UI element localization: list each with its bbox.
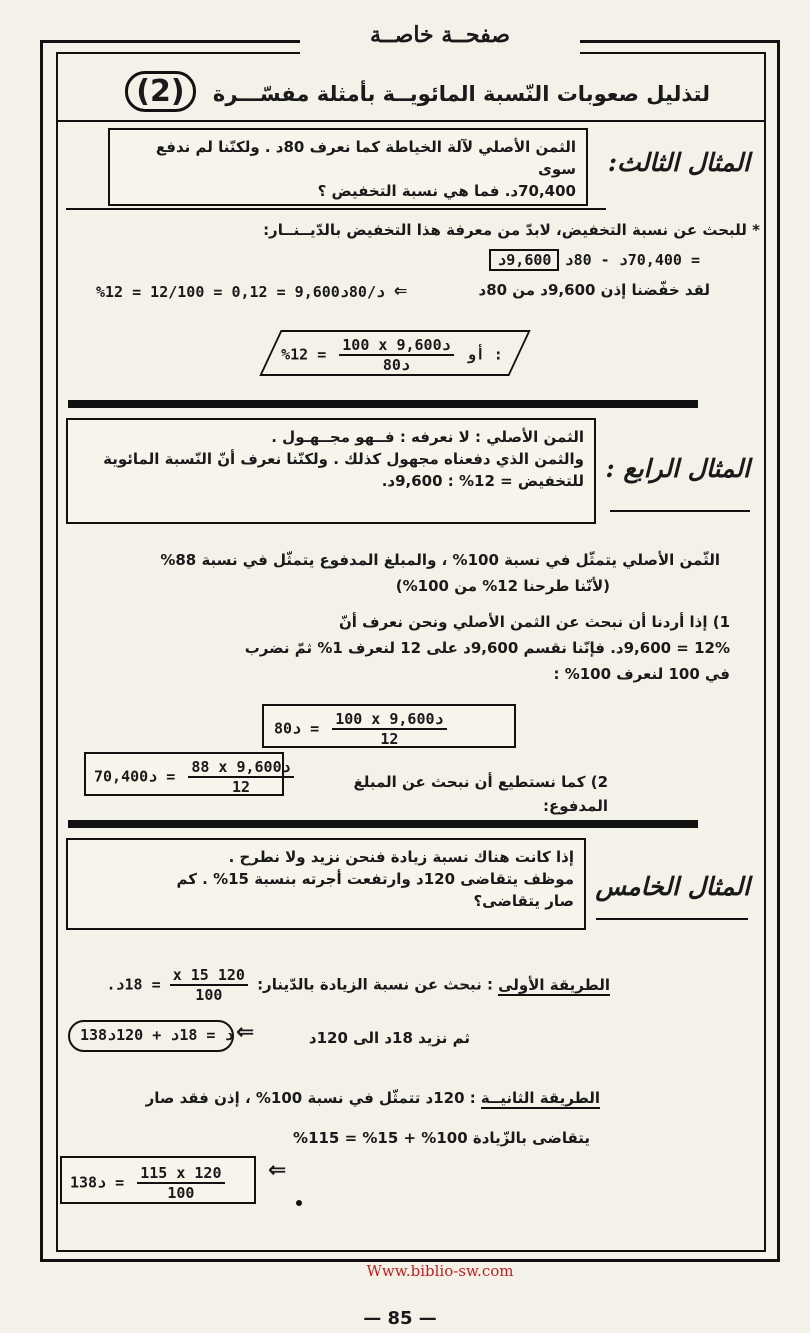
section-divider-1: [68, 400, 698, 408]
subtitle-text: لتذليل صعوبات النّسبة المائويــة بأمثلة مفسّـــرة: [212, 82, 710, 106]
example5-final-result: 138د: [70, 1173, 107, 1192]
example5-label-underline: [596, 918, 748, 920]
example4-result-box-2: 70,400د = $\frac{\text{88 x 9,600د}}{12}$: [84, 752, 284, 796]
website-link[interactable]: Www.biblio-sw.com: [366, 1262, 514, 1280]
example3-subtraction-row: [370, 250, 700, 276]
header-divider: [56, 120, 766, 122]
example4-label-underline: [610, 510, 750, 512]
example5-method2-row: [60, 1086, 600, 1110]
page-number: — 85 —: [363, 1308, 437, 1329]
example3-problem-box: [108, 128, 588, 206]
example5-line1: إذا كانت هناك نسبة زيادة فنحن نزيد ولا نطرح .: [228, 848, 574, 866]
example4-box2-result: 70,400د: [94, 767, 158, 786]
example4-para3: 1) إذا أردنا أن نبحث عن الثمن الأصلي ونحن نعرف أنّ: [339, 613, 730, 631]
example5-method1-row: [100, 966, 610, 1004]
left-arrow-icon: ⇐: [236, 1020, 255, 1045]
example3-formula2-result: %12: [281, 345, 309, 364]
page-subtitle: [70, 74, 710, 118]
example5-method1-den: 100: [195, 986, 223, 1004]
example4-box1-num: 100 x 9,600د: [332, 710, 446, 730]
example5-then-text: ثم نزيد 18د الى 120د: [308, 1029, 470, 1047]
example5-method2-text: : 120د تتمثّل في نسبة 100% ، إذن فقد صار: [145, 1089, 476, 1107]
example4-box2-num: 88 x 9,600د: [188, 758, 293, 778]
example4-line2: والثمن الذي دفعناه مجهول كذلك . ولكنّنا نعرف أنّ النّسبة المائوية: [103, 450, 584, 468]
left-arrow-icon: ⇐: [268, 1158, 287, 1183]
example5-box: [66, 838, 586, 930]
example3-problem-line1: الثمن الأصلي لآلة الخياطة كما نعرف 80د . ولكنّنا لم ندفع سوى: [155, 138, 576, 178]
example5-line2: موظف يتقاضى 120د وارتفعت أجرته بنسبة 15% . كم: [176, 870, 574, 888]
example3-formula2-den: 80د: [382, 356, 410, 374]
example4-para5: في 100 لنعرف 100% :: [553, 665, 730, 683]
example4-line3: للتخفيض = 12% : 9,600د.: [381, 472, 584, 490]
page-title: صفحــة خاصــة: [300, 22, 580, 54]
example4-para1: الثّمن الأصلي يتمثّل في نسبة 100% ، والمبلغ المدفوع يتمثّل في نسبة 88%: [160, 551, 720, 569]
example5-line3: صار يتقاضى؟: [473, 892, 574, 910]
example5-ellipse: 138د = 18د + 120د: [68, 1020, 234, 1052]
example4-box2-den: 12: [231, 778, 251, 796]
example4-para4: 12% = 9,600د. فإنّنا نقسم 9,600د على 12 لنعرف 1% ثمّ نضرب: [244, 639, 730, 657]
example5-method1-result: = 18د.: [106, 975, 161, 994]
example5-label: المثال الخامس: [595, 872, 750, 901]
example3-formula2-num: 100 x 9,600د: [339, 336, 453, 356]
example4-label: المثال الرابع :: [605, 454, 750, 483]
example4-para6: 2) كما نستطيع أن نبحث عن المبلغ المدفوع:: [353, 773, 608, 815]
example4-line1: الثمن الأصلي : لا نعرفه : فــهو مجــهـول .: [271, 428, 584, 446]
subtitle-number: (2): [125, 71, 195, 112]
left-arrow-icon: ⇐: [394, 278, 408, 303]
example3-formula2-box: %12 = $\frac{\text{100 x 9,600د}}{\text{80د}}$ أو :: [259, 330, 530, 376]
example4-result-box-1: 80د = $\frac{\text{100 x 9,600د}}{12}$: [262, 704, 516, 748]
example4-box1-result: 80د: [274, 719, 302, 738]
example3-subtraction: = 70,400د - 80د: [564, 251, 700, 269]
example5-method2-line2: يتقاضى بالزّيادة 100% + 15% = 115%: [293, 1129, 590, 1147]
example5-final-box: 138د = $\frac{115 x 120}{100}$: [60, 1156, 256, 1204]
example3-formula1-text: %12 = 12/100 = 0,12 = 9,600د/80د: [96, 283, 385, 301]
example3-boxed-value: 9,600د: [489, 249, 559, 271]
example5-method1-text: : نبحث عن نسبة الزيادة بالدّينار:: [257, 975, 493, 994]
example3-problem-line2: 70,400د. فما هي نسبة التخفيض ؟: [317, 182, 576, 200]
example3-underline: [66, 208, 606, 210]
example4-box1-den: 12: [380, 730, 399, 748]
example5-final-den: 100: [167, 1184, 195, 1202]
example3-label: المثال الثالث:: [607, 148, 750, 177]
example3-intro: * للبحث عن نسبة التخفيض، لابدّ من معرفة هذا التخفيض بالدّيــنــار:: [263, 221, 760, 239]
example5-method1-label: الطريقة الأولى: [498, 975, 610, 994]
ink-dot: [296, 1200, 302, 1206]
section-divider-2: [68, 820, 698, 828]
example5-final-num: 115 x 120: [137, 1164, 224, 1184]
example5-method2-label: الطريقة الثانيــة: [480, 1089, 600, 1107]
example5-method1-num: 120 x 15: [170, 966, 248, 986]
example3-reduction-text: لقد خفّضنا إذن 9,600د من 80د: [478, 281, 710, 299]
example3-or-label: أو :: [466, 345, 503, 364]
example4-box: [66, 418, 596, 524]
example4-para2: (لأنّنا طرحنا 12% من 100%): [395, 577, 610, 595]
example3-formula1: [96, 278, 408, 303]
